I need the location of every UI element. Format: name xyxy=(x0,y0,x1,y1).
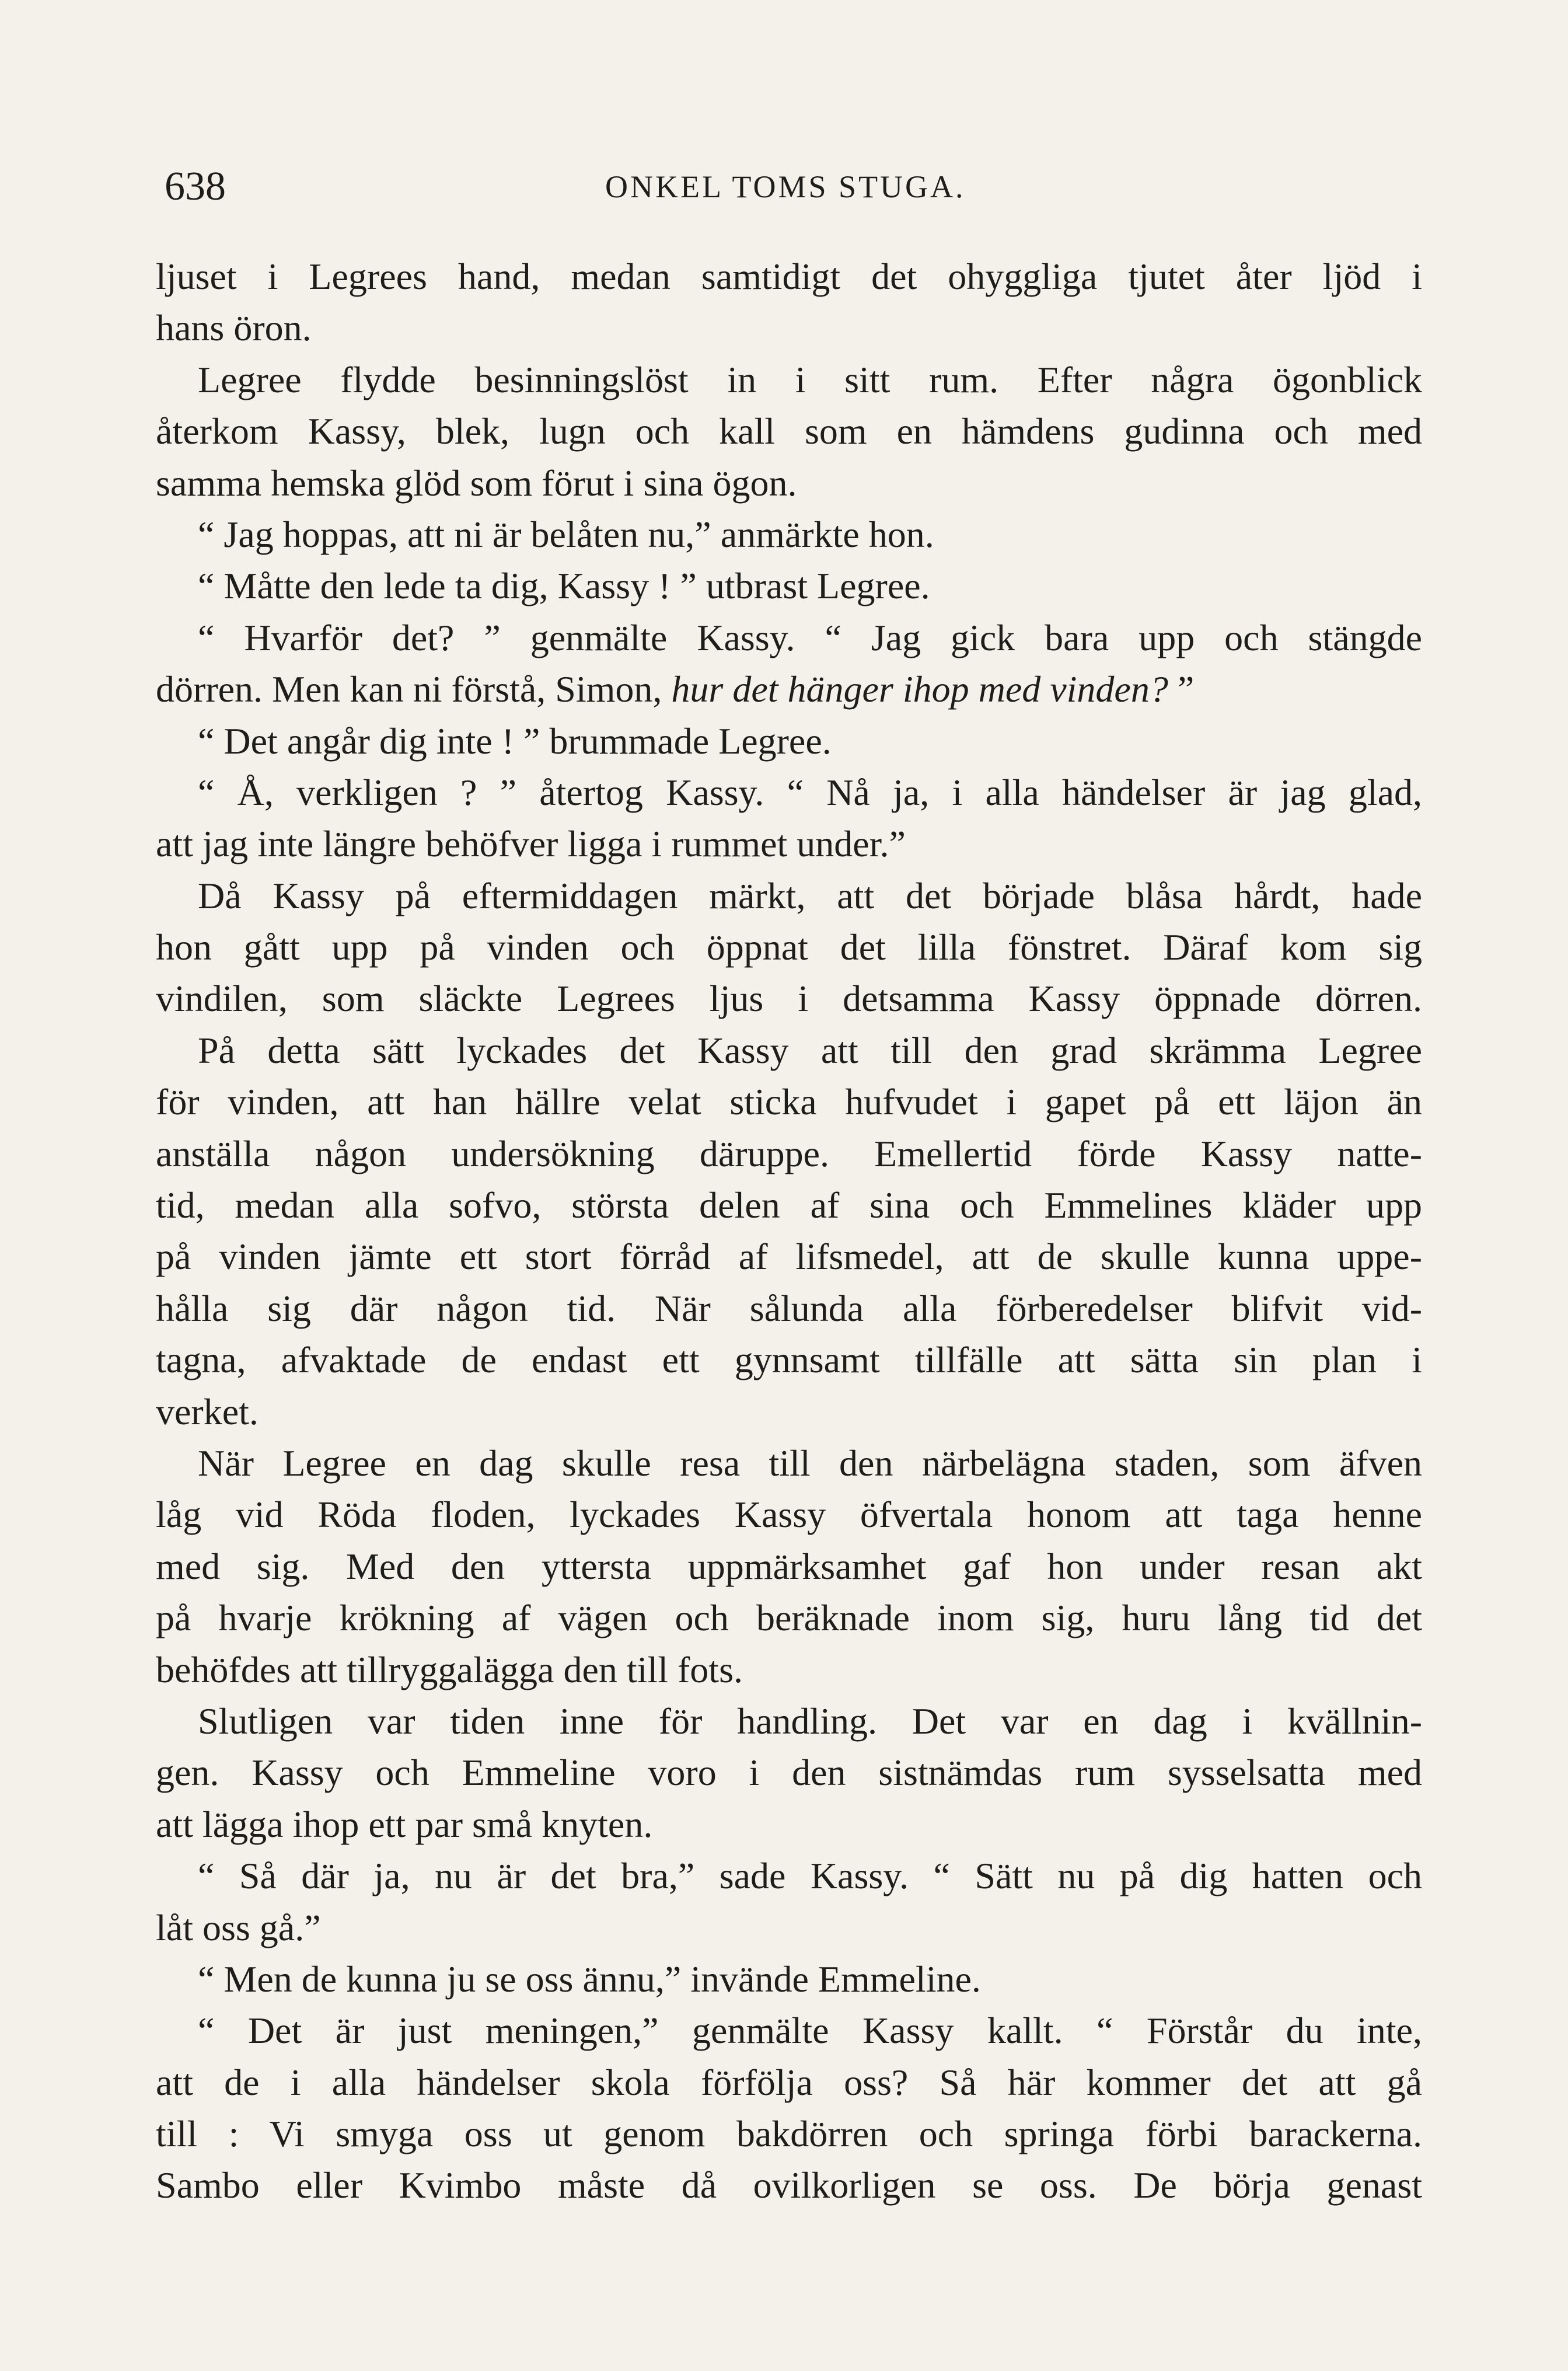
text-line-main: hans öron. xyxy=(156,307,312,349)
text-line xyxy=(156,1386,1422,1438)
text-line xyxy=(156,302,1422,354)
text-line-main: “ Å, verkligen ? ” återtog Kassy. “ Nå ja, i alla händelser är jag glad, xyxy=(198,771,1422,813)
text-line-main: samma hemska glöd som förut i sina ögon. xyxy=(156,462,797,504)
text-line-main: Sambo eller Kvimbo måste då ovilkorligen se oss. De börja genast xyxy=(156,2164,1422,2206)
text-line-main: Legree flydde besinningslöst in i sitt rum. Efter några ögonblick xyxy=(198,358,1422,400)
text-line xyxy=(156,1902,1422,1954)
text-line-main: “ Men de kunna ju se oss ännu,” invände Emmeline. xyxy=(198,1958,981,2000)
text-line-main: “ Så där ja, nu är det bra,” sade Kassy. “ Sätt nu på dig hatten och xyxy=(198,1855,1422,1897)
text-line xyxy=(156,2108,1422,2160)
text-line xyxy=(156,870,1422,922)
text-line xyxy=(156,1696,1422,1747)
text-line-main: dörren. Men kan ni förstå, Simon, xyxy=(156,668,672,710)
text-line-main: På detta sätt lyckades det Kassy att till den grad skrämma Legree xyxy=(198,1029,1422,1071)
text-line xyxy=(156,818,1422,870)
body-text xyxy=(156,251,1422,2212)
text-line xyxy=(156,1128,1422,1180)
text-line xyxy=(156,973,1422,1024)
text-line-main: hålla sig där någon tid. När sålunda alla förberedelser blifvit vid- xyxy=(156,1287,1422,1329)
text-line-main: tid, medan alla sofvo, största delen af sina och Emmelines kläder upp xyxy=(156,1184,1422,1226)
text-line-main: till : Vi smyga oss ut genom bakdörren och springa förbi barackerna. xyxy=(156,2113,1422,2155)
text-line xyxy=(156,2057,1422,2108)
page-header xyxy=(165,158,1419,216)
text-line xyxy=(156,612,1422,664)
text-line-main: för vinden, att han hällre velat sticka hufvudet i gapet på ett läjon än xyxy=(156,1081,1422,1123)
text-line-main: verket. xyxy=(156,1390,259,1432)
text-line xyxy=(156,1489,1422,1540)
text-line-main: Slutligen var tiden inne för handling. Det var en dag i kvällnin- xyxy=(198,1700,1422,1742)
text-line-main: behöfdes att tillryggalägga den till fots. xyxy=(156,1648,743,1690)
text-line-main: “ Måtte den lede ta dig, Kassy ! ” utbrast Legree. xyxy=(198,565,930,607)
text-line xyxy=(156,716,1422,767)
text-line xyxy=(156,2160,1422,2211)
text-line xyxy=(156,458,1422,509)
text-line-main: ljuset i Legrees hand, medan samtidigt det ohyggliga tjutet åter ljöd i xyxy=(156,256,1422,297)
text-line-main: gen. Kassy och Emmeline voro i den sistnämdas rum sysselsatta med xyxy=(156,1752,1422,1794)
text-line xyxy=(156,406,1422,457)
text-line xyxy=(156,1954,1422,2005)
text-line xyxy=(156,664,1422,715)
text-line-main: på hvarje krökning af vägen och beräknade inom sig, huru lång tid det xyxy=(156,1597,1422,1639)
text-line xyxy=(156,509,1422,560)
text-line-main: vindilen, som släckte Legrees ljus i detsamma Kassy öppnade dörren. xyxy=(156,978,1422,1020)
text-line xyxy=(156,251,1422,302)
text-line-main: “ Jag hoppas, att ni är belåten nu,” anmärkte hon. xyxy=(198,513,934,555)
text-line xyxy=(156,1180,1422,1231)
text-line xyxy=(156,1850,1422,1902)
text-line xyxy=(156,1541,1422,1592)
text-line xyxy=(156,922,1422,973)
text-line-main: “ Det angår dig inte ! ” brummade Legree. xyxy=(198,720,832,762)
text-line xyxy=(156,767,1422,818)
text-line xyxy=(156,1334,1422,1386)
text-line-main: “ Hvarför det? ” genmälte Kassy. “ Jag gick bara upp och stängde xyxy=(198,616,1422,658)
text-line xyxy=(156,1799,1422,1850)
text-line xyxy=(156,2005,1422,2056)
text-line-main: “ Det är just meningen,” genmälte Kassy kallt. “ Förstår du inte, xyxy=(198,2010,1422,2052)
page-number: 638 xyxy=(165,164,226,209)
text-line-main: på vinden jämte ett stort förråd af lifsmedel, att de skulle kunna uppe- xyxy=(156,1236,1422,1278)
text-line xyxy=(156,560,1422,612)
text-line-main: återkom Kassy, blek, lugn och kall som en hämdens gudinna och med xyxy=(156,410,1422,452)
text-line xyxy=(156,1231,1422,1282)
text-line-main: hon gått upp på vinden och öppnat det lilla fönstret. Däraf kom sig xyxy=(156,926,1422,968)
text-line xyxy=(156,1076,1422,1128)
text-line xyxy=(156,1592,1422,1644)
text-line-main: tagna, afvaktade de endast ett gynnsamt tillfälle att sätta sin plan i xyxy=(156,1339,1422,1381)
text-line xyxy=(156,1747,1422,1798)
text-line-main: anställa någon undersökning däruppe. Emellertid förde Kassy natte- xyxy=(156,1132,1422,1174)
text-line-main: med sig. Med den yttersta uppmärksamhet gaf hon under resan akt xyxy=(156,1545,1422,1587)
text-line-main: låg vid Röda floden, lyckades Kassy öfvertala honom att taga henne xyxy=(156,1494,1422,1536)
text-line-main: att jag inte längre behöfver ligga i rummet under.” xyxy=(156,823,906,865)
running-title: ONKEL TOMS STUGA. xyxy=(605,169,966,204)
text-line-main: att de i alla händelser skola förfölja oss? Så här kommer det att gå xyxy=(156,2061,1422,2103)
text-line xyxy=(156,1025,1422,1076)
text-line-main: När Legree en dag skulle resa till den närbelägna staden, som äfven xyxy=(198,1442,1422,1484)
text-line xyxy=(156,1438,1422,1489)
text-line-main: att lägga ihop ett par små knyten. xyxy=(156,1803,653,1845)
text-line xyxy=(156,1644,1422,1696)
text-line xyxy=(156,1283,1422,1334)
text-line-main: låt oss gå.” xyxy=(156,1906,321,1948)
text-line-tail: ” xyxy=(1168,668,1195,710)
text-line xyxy=(156,354,1422,406)
italic-phrase: hur det hänger ihop med vinden? xyxy=(671,668,1168,710)
text-line-main: Då Kassy på eftermiddagen märkt, att det började blåsa hårdt, hade xyxy=(198,874,1422,916)
